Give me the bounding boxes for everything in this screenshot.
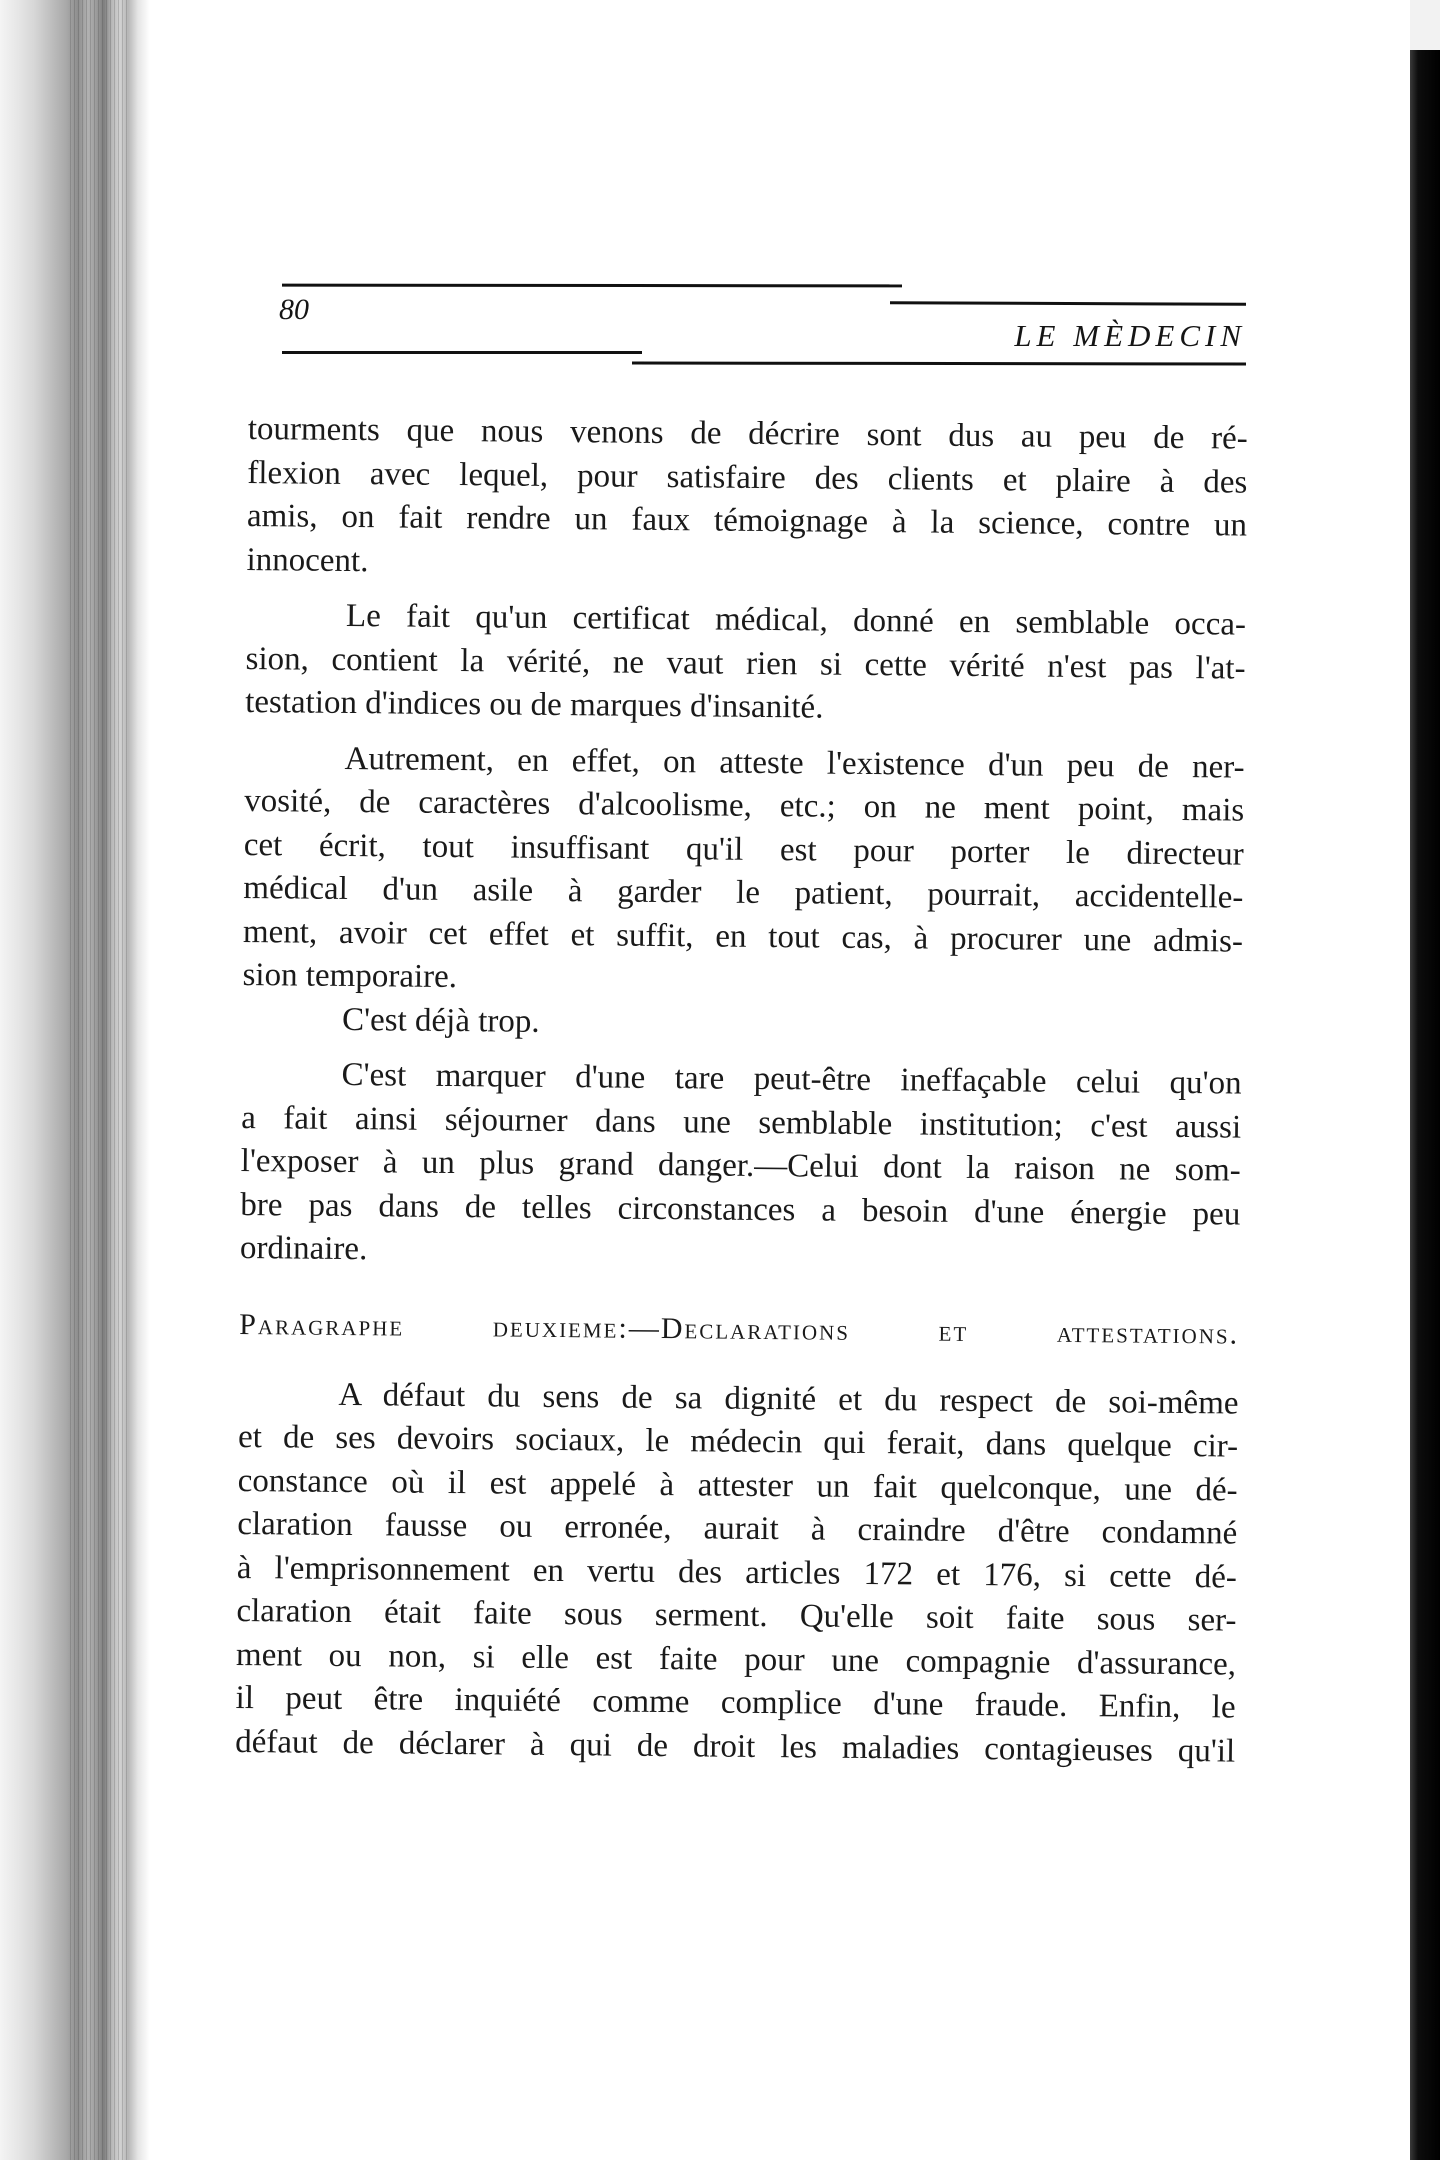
page-stack-lines xyxy=(70,0,130,2160)
text-line: bre pas dans de telles circonstances a besoin d'une énergie peu xyxy=(240,1186,1241,1233)
text-line: il peut être inquiété comme complice d'une fraude. Enfin, le xyxy=(235,1679,1236,1726)
text-line: C'est marquer d'une tare peut-être ineffaçable celui qu'on xyxy=(341,1056,1242,1102)
header-rule-bottom xyxy=(632,361,1246,365)
text-line: ment ou non, si elle est faite pour une compagnie d'assurance, xyxy=(235,1636,1237,1683)
text-line: constance où il est appelé à attester un fait quelconque, une dé- xyxy=(237,1462,1238,1509)
text-line: innocent. xyxy=(246,541,369,579)
text-line: l'exposer à un plus grand danger.—Celui dont la raison ne som- xyxy=(240,1142,1241,1189)
text-line: A défaut du sens de sa dignité et du respect de soi-même xyxy=(338,1376,1239,1422)
text-line: C'est déjà trop. xyxy=(341,1001,540,1040)
text-line: sion, contient la vérité, ne vaut rien si cette vérité n'est pas l'at- xyxy=(245,640,1246,687)
right-margin-top xyxy=(1410,0,1440,50)
text-line: à l'emprisonnement en vertu des articles 172 et 176, si cette dé- xyxy=(236,1549,1237,1596)
text-line: a fait ainsi séjourner dans une semblable institution; c'est aussi xyxy=(241,1099,1242,1146)
text-line: et de ses devoirs sociaux, le médecin qui ferait, dans quelque cir- xyxy=(237,1418,1239,1465)
text-line: claration fausse ou erronée, aurait à craindre d'être condamné xyxy=(237,1505,1238,1552)
right-dark-border xyxy=(1410,50,1440,2160)
text-line: sion temporaire. xyxy=(242,956,458,996)
text-line: Le fait qu'un certificat médical, donné en semblable occa- xyxy=(345,597,1247,643)
text-line: tourments que nous venons de décrire sont dus au peu de ré- xyxy=(247,410,1248,457)
text-line: ordinaire. xyxy=(239,1229,368,1268)
text-line: cet écrit, tout insuffisant qu'il est pour porter le directeur xyxy=(243,826,1244,873)
section-heading: Paragraphe deuxieme:—Declarations et attestations. xyxy=(239,1307,1240,1351)
text-line: médical d'un asile à garder le patient, pourrait, accidentelle- xyxy=(243,869,1244,916)
text-line: claration était faite sous serment. Qu'elle soit faite sous ser- xyxy=(236,1592,1237,1639)
header-rule-top-right xyxy=(890,301,1246,306)
text-line: Autrement, en effet, on atteste l'existence d'un peu de ner- xyxy=(344,740,1245,786)
running-title: LE MÈDECIN xyxy=(1014,318,1246,353)
text-line: amis, on fait rendre un faux témoignage à la science, contre un xyxy=(246,497,1248,544)
text-line: vosité, de caractères d'alcoolisme, etc.; on ne ment point, mais xyxy=(244,782,1245,829)
page-number: 80 xyxy=(279,293,309,326)
header-rule-bottom-left xyxy=(282,351,642,354)
text-line: flexion avec lequel, pour satisfaire des clients et plaire à des xyxy=(247,454,1248,501)
text-line: ment, avoir cet effet et suffit, en tout cas, à procurer une admis- xyxy=(242,913,1244,960)
header-rule-top xyxy=(282,284,902,288)
text-line: testation d'indices ou de marques d'insanité. xyxy=(245,683,824,726)
text-line: défaut de déclarer à qui de droit les maladies contagieuses qu'il xyxy=(235,1723,1236,1770)
body-text xyxy=(235,408,1248,1774)
